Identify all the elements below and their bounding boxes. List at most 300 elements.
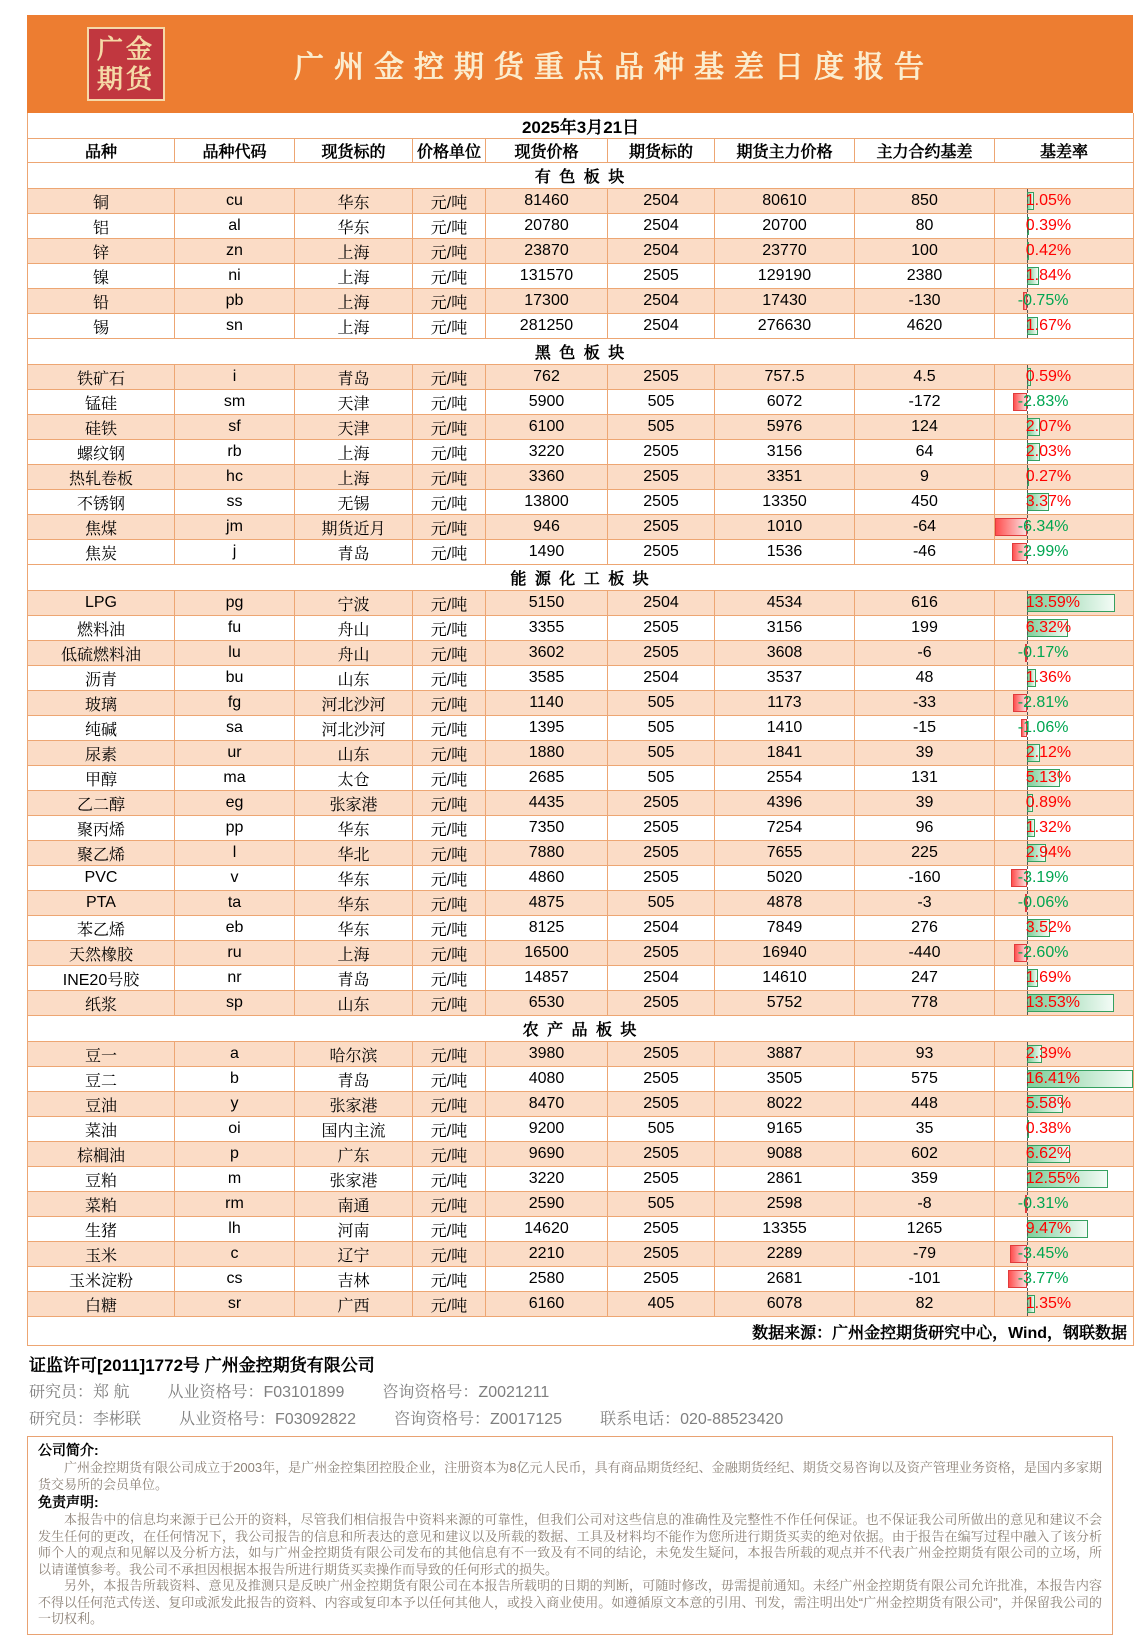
main-contract-basis-cell: -172	[855, 390, 995, 415]
futures-contract-cell: 2504	[608, 966, 715, 991]
table-row	[28, 841, 1134, 866]
variety-cell: 焦煤	[28, 515, 175, 540]
price-unit-cell: 元/吨	[413, 691, 486, 716]
spot-target-cell: 舟山	[295, 641, 413, 666]
main-contract-basis-cell: -64	[855, 515, 995, 540]
spot-price-cell: 13800	[486, 490, 608, 515]
variety-cell: 豆粕	[28, 1167, 175, 1192]
spot-price-cell: 7350	[486, 816, 608, 841]
price-unit-cell: 元/吨	[413, 891, 486, 916]
futures-main-price-cell: 2861	[715, 1167, 855, 1192]
futures-main-price-cell: 6078	[715, 1292, 855, 1317]
price-unit-cell: 元/吨	[413, 1292, 486, 1317]
main-contract-basis-cell: 39	[855, 741, 995, 766]
spot-price-cell: 946	[486, 515, 608, 540]
variety-cell: 天然橡胶	[28, 941, 175, 966]
basis-rate-cell	[995, 1192, 1134, 1217]
basis-rate-value: 1.05%	[1025, 192, 1072, 209]
main-contract-basis-cell: 575	[855, 1067, 995, 1092]
basis-rate-value: 1.67%	[1025, 317, 1072, 334]
basis-rate-cell	[995, 916, 1134, 941]
table-row	[28, 691, 1134, 716]
basis-rate-value: 0.59%	[1025, 368, 1072, 385]
basis-rate-cell	[995, 365, 1134, 390]
spot-target-cell: 华北	[295, 841, 413, 866]
disclaimer-box	[27, 1436, 1113, 1635]
spot-price-cell: 4875	[486, 891, 608, 916]
company-profile-heading: 公司简介:	[38, 1442, 99, 1458]
futures-contract-cell: 505	[608, 1192, 715, 1217]
table-row	[28, 1192, 1134, 1217]
spot-target-cell: 国内主流	[295, 1117, 413, 1142]
table-row	[28, 440, 1134, 465]
futures-main-price-cell: 7849	[715, 916, 855, 941]
futures-contract-cell: 505	[608, 741, 715, 766]
futures-main-price-cell: 3505	[715, 1067, 855, 1092]
table-row	[28, 591, 1134, 616]
code-cell: c	[175, 1242, 295, 1267]
spot-price-cell: 1395	[486, 716, 608, 741]
futures-contract-cell: 2505	[608, 1142, 715, 1167]
basis-report-table	[27, 113, 1134, 1346]
variety-cell: PTA	[28, 891, 175, 916]
researcher-name: 研究员：郑 航	[29, 1384, 130, 1401]
column-header-basis-rate: 基差率	[995, 139, 1134, 163]
table-row	[28, 264, 1134, 289]
main-contract-basis-cell: 131	[855, 766, 995, 791]
code-cell: sa	[175, 716, 295, 741]
table-row	[28, 1042, 1134, 1067]
price-unit-cell: 元/吨	[413, 264, 486, 289]
basis-rate-cell	[995, 741, 1134, 766]
spot-target-cell: 上海	[295, 289, 413, 314]
main-contract-basis-cell: 199	[855, 616, 995, 641]
price-unit-cell: 元/吨	[413, 465, 486, 490]
table-row	[28, 490, 1134, 515]
variety-cell: 苯乙烯	[28, 916, 175, 941]
futures-main-price-cell: 14610	[715, 966, 855, 991]
basis-rate-value: 2.12%	[1025, 744, 1072, 761]
spot-target-cell: 上海	[295, 264, 413, 289]
spot-price-cell: 5150	[486, 591, 608, 616]
basis-rate-value: 1.36%	[1025, 669, 1072, 686]
futures-contract-cell: 2505	[608, 841, 715, 866]
spot-target-cell: 山东	[295, 991, 413, 1016]
futures-main-price-cell: 5020	[715, 866, 855, 891]
column-header-code: 品种代码	[175, 139, 295, 163]
table-row	[28, 866, 1134, 891]
variety-cell: 玉米淀粉	[28, 1267, 175, 1292]
researcher-reg-no: 从业资格号：F03092822	[179, 1411, 356, 1428]
spot-price-cell: 4080	[486, 1067, 608, 1092]
main-contract-basis-cell: 778	[855, 991, 995, 1016]
basis-rate-cell	[995, 540, 1134, 565]
price-unit-cell: 元/吨	[413, 941, 486, 966]
main-contract-basis-cell: -15	[855, 716, 995, 741]
futures-main-price-cell: 276630	[715, 314, 855, 339]
company-profile-text: 广州金控期货有限公司成立于2003年，是广州金控集团控股企业，注册资本为8亿元人民币，具有商品期货经纪、金融期货经纪、期货交易咨询以及资产管理业务资格，是国内多家期货交易所的会员单位。	[38, 1460, 1102, 1492]
futures-contract-cell: 2505	[608, 791, 715, 816]
basis-rate-cell	[995, 641, 1134, 666]
code-cell: pg	[175, 591, 295, 616]
futures-main-price-cell: 5752	[715, 991, 855, 1016]
basis-rate-cell	[995, 941, 1134, 966]
futures-main-price-cell: 757.5	[715, 365, 855, 390]
code-cell: zn	[175, 239, 295, 264]
spot-target-cell: 上海	[295, 941, 413, 966]
table-row	[28, 716, 1134, 741]
table-row	[28, 390, 1134, 415]
basis-rate-value: 1.84%	[1025, 267, 1072, 284]
spot-target-cell: 广东	[295, 1142, 413, 1167]
variety-cell: 锰硅	[28, 390, 175, 415]
code-cell: sp	[175, 991, 295, 1016]
variety-cell: 棕榈油	[28, 1142, 175, 1167]
basis-rate-value: 0.38%	[1025, 1120, 1072, 1137]
code-cell: j	[175, 540, 295, 565]
price-unit-cell: 元/吨	[413, 716, 486, 741]
futures-contract-cell: 2505	[608, 465, 715, 490]
main-contract-basis-cell: 35	[855, 1117, 995, 1142]
section-header: 能 源 化 工 板 块	[28, 565, 1134, 591]
price-unit-cell: 元/吨	[413, 766, 486, 791]
code-cell: fg	[175, 691, 295, 716]
futures-main-price-cell: 13350	[715, 490, 855, 515]
main-contract-basis-cell: 225	[855, 841, 995, 866]
spot-target-cell: 上海	[295, 314, 413, 339]
variety-cell: 螺纹钢	[28, 440, 175, 465]
variety-cell: 豆一	[28, 1042, 175, 1067]
researcher-line-2	[27, 1404, 1133, 1431]
variety-cell: 铅	[28, 289, 175, 314]
basis-rate-value: 0.27%	[1025, 468, 1072, 485]
variety-cell: PVC	[28, 866, 175, 891]
basis-rate-cell	[995, 239, 1134, 264]
table-row	[28, 966, 1134, 991]
table-row	[28, 415, 1134, 440]
futures-main-price-cell: 9165	[715, 1117, 855, 1142]
spot-price-cell: 3980	[486, 1042, 608, 1067]
futures-main-price-cell: 1410	[715, 716, 855, 741]
code-cell: ur	[175, 741, 295, 766]
futures-main-price-cell: 9088	[715, 1142, 855, 1167]
main-contract-basis-cell: 448	[855, 1092, 995, 1117]
variety-cell: 锡	[28, 314, 175, 339]
data-source-note: 数据来源：广州金控期货研究中心，Wind，钢联数据	[28, 1317, 1134, 1346]
price-unit-cell: 元/吨	[413, 816, 486, 841]
table-row	[28, 816, 1134, 841]
price-unit-cell: 元/吨	[413, 189, 486, 214]
futures-contract-cell: 505	[608, 891, 715, 916]
variety-cell: 铝	[28, 214, 175, 239]
table-row	[28, 1117, 1134, 1142]
price-unit-cell: 元/吨	[413, 1192, 486, 1217]
spot-price-cell: 3602	[486, 641, 608, 666]
basis-rate-value: -6.34%	[1017, 518, 1069, 535]
main-contract-basis-cell: 48	[855, 666, 995, 691]
basis-rate-value: 9.47%	[1025, 1220, 1072, 1237]
futures-contract-cell: 505	[608, 415, 715, 440]
disclaimer-paragraph-2: 另外，本报告所载资料、意见及推测只是反映广州金控期货有限公司在本报告所载明的日期的判断，可随时修改，毋需提前通知。未经广州金控期货有限公司允许批准，本报告内容不得以任何范式传送、复印或派发此报告的资料、内容或复印本予以任何其他人，或投入商业使用。如遵循原文本意的引用、刊发，需注明出处“广州金控期货有限公司”，并保留我公司的一切权利。	[38, 1578, 1102, 1626]
variety-cell: 燃料油	[28, 616, 175, 641]
code-cell: y	[175, 1092, 295, 1117]
code-cell: ru	[175, 941, 295, 966]
main-contract-basis-cell: 4.5	[855, 365, 995, 390]
code-cell: v	[175, 866, 295, 891]
spot-target-cell: 太仓	[295, 766, 413, 791]
basis-rate-value: 2.03%	[1025, 443, 1072, 460]
section-header: 农 产 品 板 块	[28, 1016, 1134, 1042]
main-contract-basis-cell: -46	[855, 540, 995, 565]
variety-cell: 纯碱	[28, 716, 175, 741]
variety-cell: 乙二醇	[28, 791, 175, 816]
main-contract-basis-cell: 850	[855, 189, 995, 214]
price-unit-cell: 元/吨	[413, 390, 486, 415]
code-cell: pp	[175, 816, 295, 841]
spot-target-cell: 华东	[295, 866, 413, 891]
researcher-line-1	[27, 1377, 1133, 1404]
basis-rate-value: 0.89%	[1025, 794, 1072, 811]
futures-main-price-cell: 20700	[715, 214, 855, 239]
basis-rate-cell	[995, 1142, 1134, 1167]
spot-price-cell: 16500	[486, 941, 608, 966]
futures-main-price-cell: 1010	[715, 515, 855, 540]
spot-target-cell: 舟山	[295, 616, 413, 641]
basis-rate-value: 13.53%	[1025, 994, 1081, 1011]
basis-rate-cell	[995, 1042, 1134, 1067]
spot-price-cell: 4860	[486, 866, 608, 891]
disclaimer-paragraph-1: 本报告中的信息均来源于已公开的资料，尽管我们相信报告中资料来源的可靠性，但我们公司对这些信息的准确性及完整性不作任何保证。也不保证我公司所做出的意见和建议不会发生任何的更改，在任何情况下，我公司报告的信息和所表达的意见和建议以及所载的数据、工具及材料均不能作为您所进行期货买卖的绝对依据。由于报告在编写过程中融入了该分析师个人的观点和见解以及分析方法，如与广州金控期货有限公司发布的其他信息有不一致及有不同的结论，未免发生疑问，本报告所载的观点并不代表广州金控期货有限公司的立场，所以请谨慎参考。我公司不承担因根据本报告所进行期货买卖操作而导致的任何形式的损失。	[38, 1512, 1102, 1577]
price-unit-cell: 元/吨	[413, 540, 486, 565]
variety-cell: 铜	[28, 189, 175, 214]
spot-target-cell: 青岛	[295, 365, 413, 390]
table-row	[28, 1292, 1134, 1317]
price-unit-cell: 元/吨	[413, 741, 486, 766]
disclaimer-heading: 免责声明:	[38, 1494, 99, 1510]
spot-target-cell: 华东	[295, 916, 413, 941]
variety-cell: 镍	[28, 264, 175, 289]
variety-cell: 铁矿石	[28, 365, 175, 390]
spot-target-cell: 上海	[295, 465, 413, 490]
price-unit-cell: 元/吨	[413, 591, 486, 616]
basis-rate-cell	[995, 289, 1134, 314]
main-contract-basis-cell: -79	[855, 1242, 995, 1267]
spot-price-cell: 14620	[486, 1217, 608, 1242]
basis-rate-cell	[995, 490, 1134, 515]
futures-main-price-cell: 7254	[715, 816, 855, 841]
futures-contract-cell: 2505	[608, 1217, 715, 1242]
main-contract-basis-cell: 39	[855, 791, 995, 816]
spot-price-cell: 1880	[486, 741, 608, 766]
futures-main-price-cell: 1173	[715, 691, 855, 716]
price-unit-cell: 元/吨	[413, 791, 486, 816]
basis-rate-value: 5.58%	[1025, 1095, 1072, 1112]
table-row	[28, 465, 1134, 490]
futures-contract-cell: 2505	[608, 991, 715, 1016]
spot-target-cell: 华东	[295, 891, 413, 916]
variety-cell: 玻璃	[28, 691, 175, 716]
price-unit-cell: 元/吨	[413, 1217, 486, 1242]
price-unit-cell: 元/吨	[413, 415, 486, 440]
futures-main-price-cell: 2554	[715, 766, 855, 791]
table-row	[28, 189, 1134, 214]
table-row	[28, 214, 1134, 239]
code-cell: sm	[175, 390, 295, 415]
basis-rate-value: -2.83%	[1017, 393, 1069, 410]
variety-cell: 低硫燃料油	[28, 641, 175, 666]
spot-price-cell: 5900	[486, 390, 608, 415]
futures-contract-cell: 2504	[608, 289, 715, 314]
main-contract-basis-cell: -440	[855, 941, 995, 966]
spot-target-cell: 张家港	[295, 1167, 413, 1192]
main-contract-basis-cell: 124	[855, 415, 995, 440]
spot-price-cell: 1140	[486, 691, 608, 716]
price-unit-cell: 元/吨	[413, 1042, 486, 1067]
basis-rate-cell	[995, 1267, 1134, 1292]
spot-price-cell: 17300	[486, 289, 608, 314]
section-header: 有 色 板 块	[28, 163, 1134, 189]
table-row	[28, 666, 1134, 691]
basis-rate-value: 2.39%	[1025, 1045, 1072, 1062]
futures-contract-cell: 2504	[608, 591, 715, 616]
spot-price-cell: 23870	[486, 239, 608, 264]
futures-contract-cell: 2504	[608, 666, 715, 691]
table-row	[28, 791, 1134, 816]
basis-rate-cell	[995, 515, 1134, 540]
basis-rate-value: 0.39%	[1025, 217, 1072, 234]
spot-price-cell: 6160	[486, 1292, 608, 1317]
basis-rate-cell	[995, 716, 1134, 741]
futures-contract-cell: 505	[608, 691, 715, 716]
main-contract-basis-cell: 247	[855, 966, 995, 991]
main-contract-basis-cell: -160	[855, 866, 995, 891]
spot-target-cell: 期货近月	[295, 515, 413, 540]
code-cell: ni	[175, 264, 295, 289]
spot-price-cell: 2580	[486, 1267, 608, 1292]
futures-main-price-cell: 4396	[715, 791, 855, 816]
variety-cell: 不锈钢	[28, 490, 175, 515]
spot-target-cell: 河南	[295, 1217, 413, 1242]
code-cell: sf	[175, 415, 295, 440]
price-unit-cell: 元/吨	[413, 916, 486, 941]
spot-price-cell: 8470	[486, 1092, 608, 1117]
code-cell: eg	[175, 791, 295, 816]
basis-rate-value: -2.99%	[1017, 543, 1069, 560]
table-row	[28, 1167, 1134, 1192]
code-cell: sr	[175, 1292, 295, 1317]
futures-contract-cell: 2505	[608, 1042, 715, 1067]
price-unit-cell: 元/吨	[413, 289, 486, 314]
variety-cell: 菜粕	[28, 1192, 175, 1217]
price-unit-cell: 元/吨	[413, 515, 486, 540]
variety-cell: 纸浆	[28, 991, 175, 1016]
basis-rate-value: -3.77%	[1017, 1270, 1069, 1287]
table-row	[28, 641, 1134, 666]
code-cell: nr	[175, 966, 295, 991]
variety-cell: 菜油	[28, 1117, 175, 1142]
spot-price-cell: 762	[486, 365, 608, 390]
spot-target-cell: 辽宁	[295, 1242, 413, 1267]
basis-rate-cell	[995, 791, 1134, 816]
basis-rate-value: 16.41%	[1025, 1070, 1081, 1087]
futures-main-price-cell: 3351	[715, 465, 855, 490]
futures-main-price-cell: 4878	[715, 891, 855, 916]
main-contract-basis-cell: 9	[855, 465, 995, 490]
basis-rate-value: -3.45%	[1017, 1245, 1069, 1262]
code-cell: jm	[175, 515, 295, 540]
futures-main-price-cell: 2289	[715, 1242, 855, 1267]
price-unit-cell: 元/吨	[413, 214, 486, 239]
variety-cell: 热轧卷板	[28, 465, 175, 490]
main-contract-basis-cell: -3	[855, 891, 995, 916]
code-cell: i	[175, 365, 295, 390]
spot-target-cell: 上海	[295, 440, 413, 465]
futures-main-price-cell: 7655	[715, 841, 855, 866]
section-header: 黑 色 板 块	[28, 339, 1134, 365]
table-row	[28, 1217, 1134, 1242]
column-header-price-unit: 价格单位	[413, 139, 486, 163]
basis-rate-cell	[995, 616, 1134, 641]
spot-price-cell: 2590	[486, 1192, 608, 1217]
report-title: 广州金控期货重点品种基差日度报告	[294, 51, 934, 84]
spot-target-cell: 河北沙河	[295, 691, 413, 716]
basis-rate-value: 1.35%	[1025, 1295, 1072, 1312]
price-unit-cell: 元/吨	[413, 1142, 486, 1167]
basis-rate-value: 3.37%	[1025, 493, 1072, 510]
futures-contract-cell: 505	[608, 716, 715, 741]
futures-contract-cell: 2504	[608, 214, 715, 239]
researcher-consult-no: 咨询资格号：Z0017125	[393, 1411, 563, 1428]
futures-contract-cell: 2505	[608, 515, 715, 540]
spot-target-cell: 青岛	[295, 966, 413, 991]
variety-cell: 豆油	[28, 1092, 175, 1117]
futures-contract-cell: 2505	[608, 1267, 715, 1292]
futures-contract-cell: 2505	[608, 1067, 715, 1092]
futures-contract-cell: 405	[608, 1292, 715, 1317]
table-row	[28, 916, 1134, 941]
spot-price-cell: 3360	[486, 465, 608, 490]
code-cell: oi	[175, 1117, 295, 1142]
table-row	[28, 616, 1134, 641]
code-cell: ma	[175, 766, 295, 791]
basis-rate-value: 6.32%	[1025, 619, 1072, 636]
futures-contract-cell: 2505	[608, 866, 715, 891]
basis-rate-cell	[995, 1217, 1134, 1242]
variety-cell: INE20号胶	[28, 966, 175, 991]
spot-price-cell: 2685	[486, 766, 608, 791]
spot-target-cell: 宁波	[295, 591, 413, 616]
basis-rate-cell	[995, 866, 1134, 891]
main-contract-basis-cell: 93	[855, 1042, 995, 1067]
basis-rate-cell	[995, 415, 1134, 440]
basis-rate-cell	[995, 1117, 1134, 1142]
futures-main-price-cell: 3156	[715, 440, 855, 465]
table-row	[28, 991, 1134, 1016]
basis-rate-value: 0.42%	[1025, 242, 1072, 259]
variety-cell: 聚乙烯	[28, 841, 175, 866]
spot-target-cell: 青岛	[295, 540, 413, 565]
futures-main-price-cell: 13355	[715, 1217, 855, 1242]
basis-rate-value: -1.06%	[1017, 719, 1069, 736]
contact-phone: 联系电话：020-88523420	[600, 1411, 784, 1428]
column-header-futures-contract: 期货标的	[608, 139, 715, 163]
main-contract-basis-cell: 80	[855, 214, 995, 239]
variety-cell: 沥青	[28, 666, 175, 691]
futures-contract-cell: 2504	[608, 189, 715, 214]
futures-main-price-cell: 3608	[715, 641, 855, 666]
basis-rate-cell	[995, 1092, 1134, 1117]
main-contract-basis-cell: 96	[855, 816, 995, 841]
